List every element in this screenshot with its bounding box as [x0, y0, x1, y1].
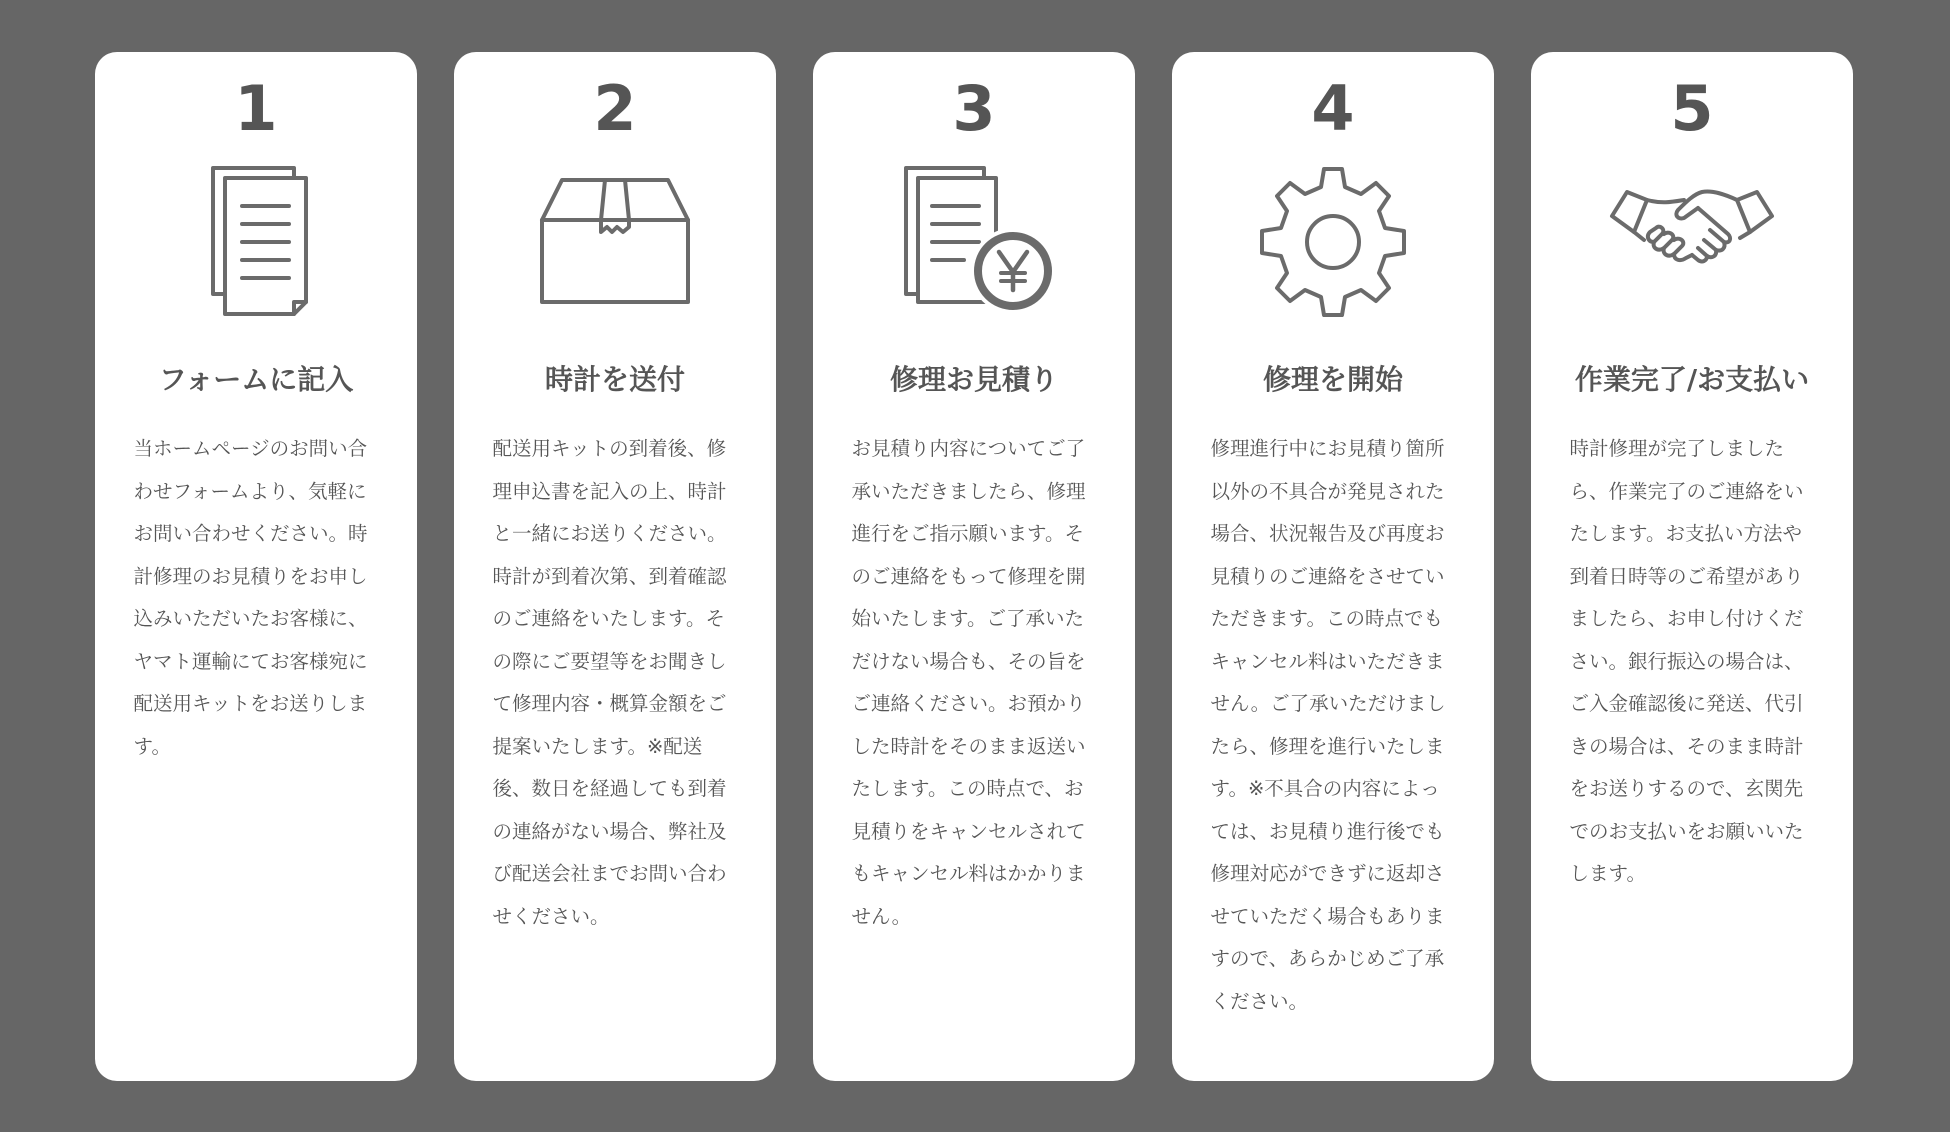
step-description: お見積り内容についてご了承いただきましたら、修理進行をご指示願います。そのご連絡をもって修理を開始いたします。ご了承いただけない場合も、その旨をご連絡ください。お預かりした時計をそのまま返送いたします。この時点で、お見積りをキャンセルされてもキャンセル料はかかりません。: [851, 437, 1086, 928]
step-card-1: [95, 52, 417, 1081]
step-description: 当ホームページのお問い合わせフォームより、気軽にお問い合わせください。時計修理のお見積りをお申し込みいただいたお客様に、ヤマト運輸にてお客様宛に配送用キットをお送りします。: [133, 437, 368, 758]
step-description: 時計修理が完了しましたら、作業完了のご連絡をいたします。お支払い方法や到着日時等のご希望がありましたら、お申し付けください。銀行振込の場合は、ご入金確認後に発送、代引きの場合は、そのまま時計をお送りするので、玄関先でのお支払いをお願いいたします。: [1569, 437, 1804, 885]
box-icon: [525, 162, 705, 322]
step-title: 修理お見積り: [889, 363, 1058, 396]
step-card-2: [454, 52, 776, 1081]
steps-container: [95, 52, 1853, 1081]
step-card-5: [1531, 52, 1853, 1081]
gear-icon: [1243, 162, 1423, 322]
step-title: フォームに記入: [158, 363, 354, 396]
step-description: 修理進行中にお見積り箇所以外の不具合が発見された場合、状況報告及び再度お見積りのご連絡をさせていただきます。この時点でもキャンセル料はいただきません。ご了承いただけましたら、修理を進行いたします。※不具合の内容によっては、お見積り進行後でも修理対応ができずに返却させていただく場合もありますので、あらかじめご了承ください。: [1210, 437, 1446, 1013]
step-description: 配送用キットの到着後、修理申込書を記入の上、時計と一緒にお送りください。時計が到着次第、到着確認のご連絡をいたします。その際にご要望等をお聞きして修理内容・概算金額をご提案いたします。※配送後、数日を経過しても到着の連絡がない場合、弊社及び配送会社までお問い合わせください。: [492, 437, 727, 928]
step-card-4: [1172, 52, 1494, 1081]
document-icon: [166, 162, 346, 322]
step-number: 4: [1311, 72, 1355, 145]
step-title: 修理を開始: [1262, 363, 1403, 396]
step-number: 3: [952, 72, 996, 145]
document-yen-icon: [884, 162, 1064, 322]
step-title: 作業完了/お支払い: [1574, 363, 1810, 396]
step-card-3: [813, 52, 1135, 1081]
handshake-icon: [1602, 162, 1782, 322]
step-number: 2: [593, 72, 637, 145]
step-number: 1: [234, 72, 278, 145]
step-title: 時計を送付: [544, 363, 685, 396]
step-number: 5: [1670, 72, 1714, 145]
